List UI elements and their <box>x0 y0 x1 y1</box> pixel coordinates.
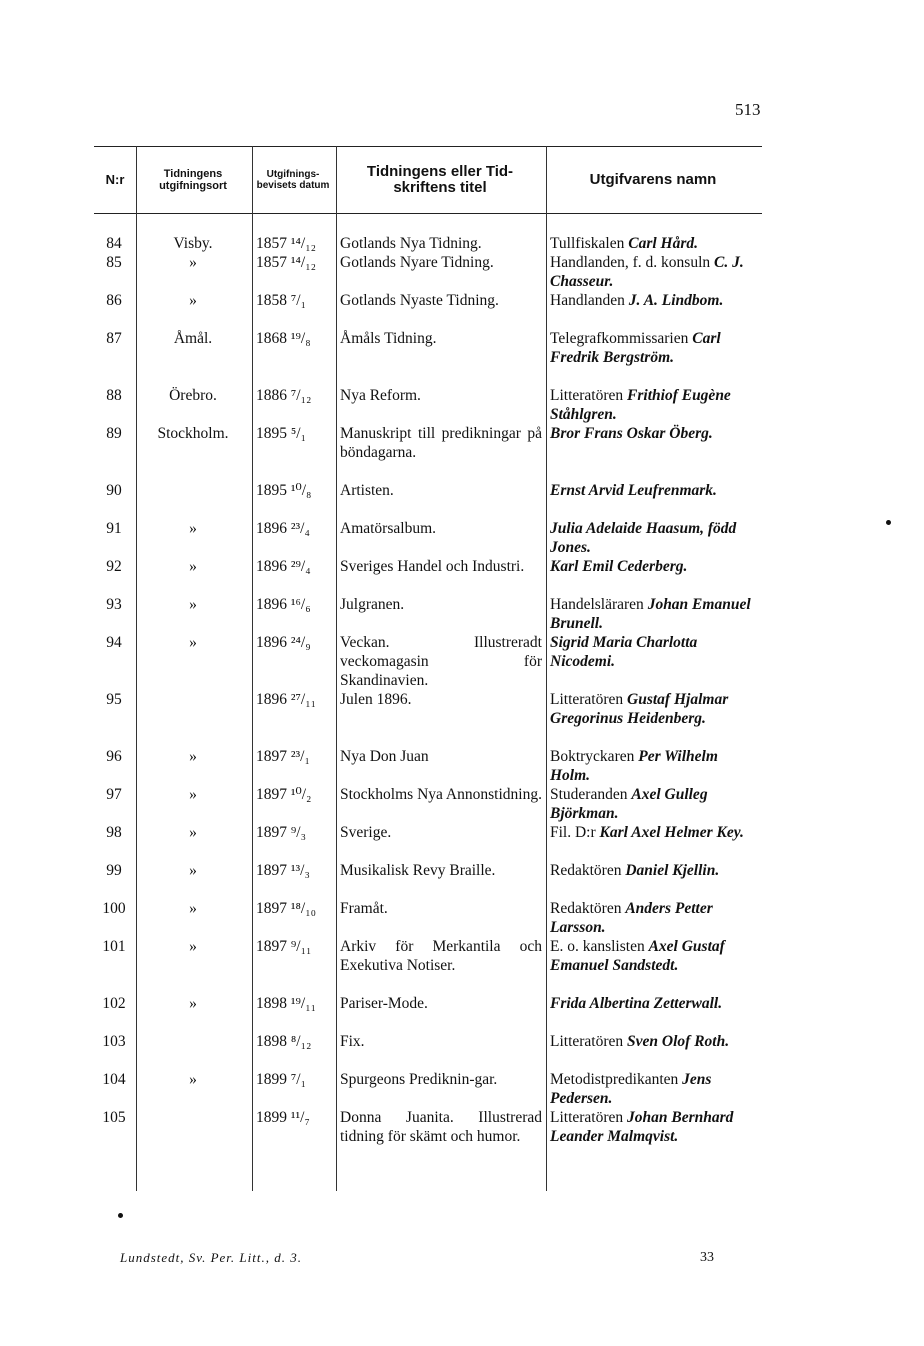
table-row <box>94 481 762 519</box>
row-title: Nya Don Juan <box>340 748 429 765</box>
row-title: Gotlands Nyare Tidning. <box>340 254 494 271</box>
row-title: Sverige. <box>340 824 392 841</box>
catalog-table <box>94 234 762 1165</box>
row-publisher: E. o. kanslisten Axel Gustaf Emanuel Sandstedt. <box>550 938 725 974</box>
table-row <box>94 424 762 481</box>
table-row <box>94 823 762 861</box>
table-row <box>94 234 762 253</box>
row-place: » <box>189 254 197 271</box>
row-title: Gotlands Nyaste Tidning. <box>340 292 499 309</box>
row-title: Sveriges Handel och Industri. <box>340 558 525 575</box>
row-publisher: Sigrid Maria Charlotta Nicodemi. <box>550 634 698 670</box>
row-date: 1896 ²⁹/₄ <box>256 558 311 575</box>
row-place: » <box>189 520 197 537</box>
row-place: » <box>189 938 197 955</box>
row-publisher: Redaktören Daniel Kjellin. <box>550 862 720 879</box>
table-row <box>94 861 762 899</box>
row-publisher: Julia Adelaide Haasum, född Jones. <box>550 520 737 556</box>
row-place: Stockholm. <box>157 425 229 442</box>
row-date: 1886 ⁷/₁₂ <box>256 387 312 404</box>
row-place: » <box>189 862 197 879</box>
row-date: 1899 ⁷/₁ <box>256 1071 306 1088</box>
row-date: 1895 ¹⁰/₈ <box>256 482 312 499</box>
row-nr: 88 <box>106 387 122 404</box>
row-publisher: Litteratören Johan Bernhard Leander Malmqvist. <box>550 1109 734 1145</box>
row-place: » <box>189 748 197 765</box>
table-row <box>94 994 762 1032</box>
page-number: 513 <box>735 100 761 119</box>
row-title: Gotlands Nya Tidning. <box>340 235 482 252</box>
row-publisher: Litteratören Frithiof Eugène Ståhlgren. <box>550 387 731 423</box>
table-row <box>94 690 762 747</box>
row-date: 1897 ¹³/₃ <box>256 862 310 879</box>
row-place: Örebro. <box>169 387 217 404</box>
row-place: » <box>189 634 197 651</box>
row-place: » <box>189 1071 197 1088</box>
row-title: Julen 1896. <box>340 691 412 708</box>
row-nr: 93 <box>106 596 122 613</box>
row-publisher: Litteratören Sven Olof Roth. <box>550 1033 730 1050</box>
row-publisher: Metodistpredikanten Jens Pedersen. <box>550 1071 712 1107</box>
row-publisher: Karl Emil Cederberg. <box>550 558 688 575</box>
row-date: 1897 ¹⁸/₁₀ <box>256 900 317 917</box>
row-publisher: Fil. D:r Karl Axel Helmer Key. <box>550 824 744 841</box>
row-nr: 91 <box>106 520 122 537</box>
row-title: Fix. <box>340 1033 365 1050</box>
row-nr: 92 <box>106 558 122 575</box>
table-row <box>94 519 762 557</box>
row-nr: 104 <box>102 1071 126 1088</box>
table-row <box>94 386 762 424</box>
table-row <box>94 899 762 937</box>
page-mark <box>886 520 891 525</box>
table-row <box>94 595 762 633</box>
row-title: Åmåls Tidning. <box>340 330 437 347</box>
row-title: Nya Reform. <box>340 387 421 404</box>
row-nr: 100 <box>102 900 126 917</box>
table-row <box>94 329 762 386</box>
table-row <box>94 1108 762 1165</box>
row-title: Amatörsalbum. <box>340 520 436 537</box>
row-date: 1896 ¹⁶/₆ <box>256 596 311 613</box>
table-row <box>94 291 762 329</box>
footer-sheet-number: 33 <box>700 1250 714 1265</box>
row-nr: 103 <box>102 1033 126 1050</box>
row-title: Manuskript till predikningar på böndagarna. <box>340 425 542 461</box>
row-nr: 96 <box>106 748 122 765</box>
header-title: Tidningens eller Tid-skriftens titel <box>366 162 514 196</box>
table-row <box>94 747 762 785</box>
row-place: » <box>189 995 197 1012</box>
row-date: 1868 ¹⁹/₈ <box>256 330 311 347</box>
row-date: 1898 ¹⁹/₁₁ <box>256 995 317 1012</box>
row-nr: 102 <box>102 995 126 1012</box>
row-title: Donna Juanita. Illustrerad tidning för skämt och humor. <box>340 1109 542 1145</box>
row-place: » <box>189 786 197 803</box>
row-nr: 101 <box>102 938 126 955</box>
table-row <box>94 1032 762 1070</box>
row-nr: 87 <box>106 330 122 347</box>
row-place: » <box>189 596 197 613</box>
row-date: 1899 ¹¹/₇ <box>256 1109 310 1126</box>
row-date: 1896 ²³/₄ <box>256 520 310 537</box>
row-title: Pariser-Mode. <box>340 995 428 1012</box>
row-publisher: Bror Frans Oskar Öberg. <box>550 425 713 442</box>
row-nr: 86 <box>106 292 122 309</box>
row-date: 1897 ⁹/₁₁ <box>256 938 312 955</box>
row-place: » <box>189 824 197 841</box>
row-publisher: Studeranden Axel Gulleg Björkman. <box>550 786 708 822</box>
row-publisher: Frida Albertina Zetterwall. <box>550 995 723 1012</box>
row-publisher: Telegrafkommissarien Carl Fredrik Bergström. <box>550 330 721 366</box>
row-date: 1898 ⁸/₁₂ <box>256 1033 312 1050</box>
row-date: 1896 ²⁷/₁₁ <box>256 691 317 708</box>
row-date: 1858 ⁷/₁ <box>256 292 306 309</box>
row-publisher: Litteratören Gustaf Hjalmar Gregorinus Heidenberg. <box>550 691 729 727</box>
row-nr: 84 <box>106 235 122 252</box>
header-place: Tidningens utgifningsort <box>159 167 227 192</box>
row-date: 1857 ¹⁴/₁₂ <box>256 235 317 252</box>
row-nr: 105 <box>102 1109 126 1126</box>
row-title: Veckan. Illustreradt veckomagasin för Skandinavien. <box>340 634 542 689</box>
row-title: Framåt. <box>340 900 388 917</box>
row-date: 1895 ⁵/₁ <box>256 425 306 442</box>
table-row <box>94 937 762 994</box>
row-nr: 90 <box>106 482 122 499</box>
row-publisher: Boktryckaren Per Wilhelm Holm. <box>550 748 718 784</box>
header-nr: N:r <box>105 171 125 187</box>
page-mark <box>118 1213 123 1218</box>
header-date: Utgifnings-bevisets datum <box>256 169 330 191</box>
row-title: Spurgeons Prediknin-gar. <box>340 1071 498 1088</box>
row-title: Stockholms Nya Annonstidning. <box>340 786 542 803</box>
row-date: 1857 ¹⁴/₁₂ <box>256 254 317 271</box>
row-nr: 85 <box>106 254 122 271</box>
row-place: » <box>189 900 197 917</box>
table-row <box>94 633 762 690</box>
table-row <box>94 785 762 823</box>
table-row <box>94 557 762 595</box>
footer-signature: Lundstedt, Sv. Per. Litt., d. 3. <box>120 1250 302 1265</box>
row-place: Åmål. <box>173 330 213 347</box>
row-publisher: Handlanden J. A. Lindbom. <box>550 292 724 309</box>
row-title: Julgranen. <box>340 596 405 613</box>
row-nr: 98 <box>106 824 122 841</box>
row-publisher: Handelsläraren Johan Emanuel Brunell. <box>550 596 751 632</box>
row-nr: 95 <box>106 691 122 708</box>
table-row <box>94 253 762 291</box>
row-date: 1897 ¹⁰/₂ <box>256 786 312 803</box>
row-publisher: Tullfiskalen Carl Hård. <box>550 235 698 252</box>
row-date: 1896 ²⁴/₉ <box>256 634 311 651</box>
row-nr: 99 <box>106 862 122 879</box>
row-date: 1897 ⁹/₃ <box>256 824 306 841</box>
row-nr: 97 <box>106 786 122 803</box>
table-row <box>94 1070 762 1108</box>
row-place: Visby. <box>173 235 213 252</box>
header-publisher: Utgifvarens namn <box>589 170 717 188</box>
table-header <box>94 146 762 214</box>
row-publisher: Handlanden, f. d. konsuln C. J. Chasseur. <box>550 254 744 290</box>
row-title: Musikalisk Revy Braille. <box>340 862 496 879</box>
row-publisher: Ernst Arvid Leufrenmark. <box>550 482 717 499</box>
row-nr: 94 <box>106 634 122 651</box>
row-publisher: Redaktören Anders Petter Larsson. <box>550 900 713 936</box>
row-title: Artisten. <box>340 482 394 499</box>
row-date: 1897 ²³/₁ <box>256 748 310 765</box>
row-nr: 89 <box>106 425 122 442</box>
row-place: » <box>189 558 197 575</box>
row-title: Arkiv för Merkantila och Exekutiva Notiser. <box>340 938 542 974</box>
row-place: » <box>189 292 197 309</box>
